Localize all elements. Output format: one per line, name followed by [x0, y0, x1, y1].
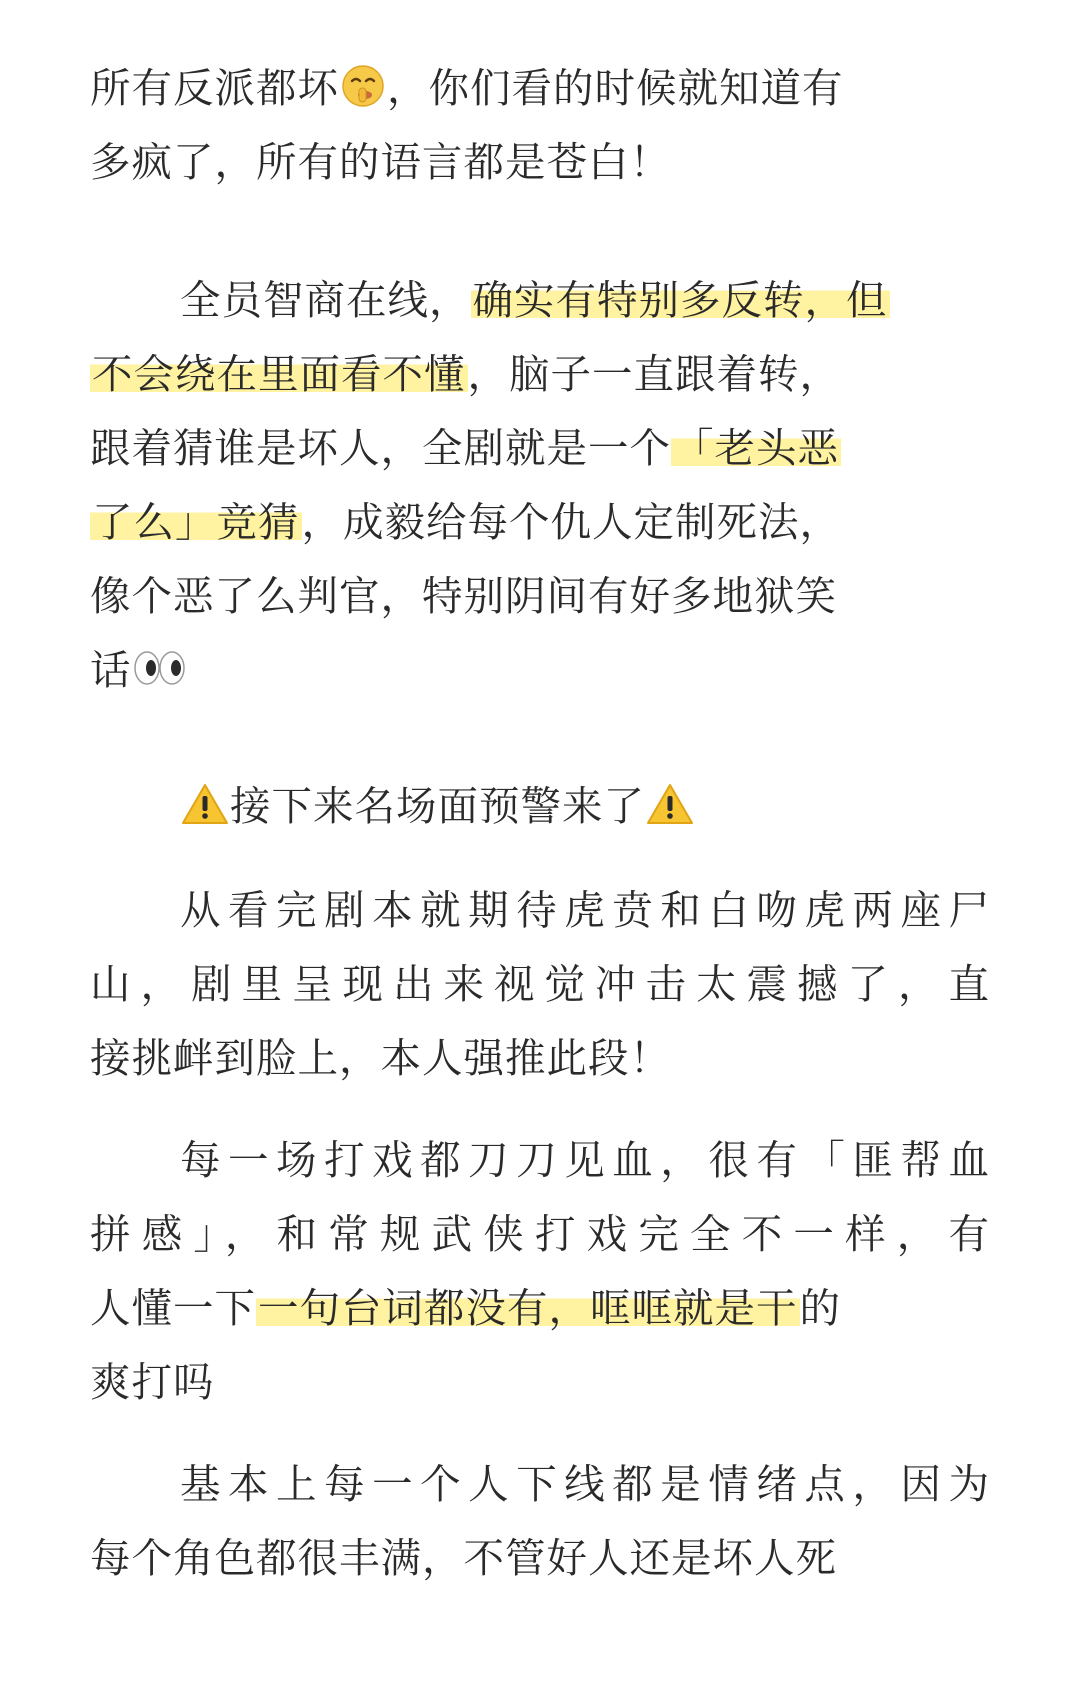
eyes-emoji-icon	[132, 636, 188, 676]
warning-icon	[180, 774, 230, 818]
paragraph-1-line-1	[90, 50, 990, 126]
text: 基本上每一个人下线都是情绪点，因为	[180, 1460, 990, 1508]
text: 话	[90, 646, 132, 694]
text: 全员智商在线，	[180, 276, 471, 324]
text: 每个角色都很丰满，不管好人还是坏人死	[90, 1534, 837, 1582]
warning-icon	[645, 774, 695, 818]
text: 像个恶了么判官，特别阴间有好多地狱笑	[90, 572, 837, 620]
paragraph-1-line-2	[90, 124, 990, 200]
text: 拼感」，和常规武侠打戏完全不一样，有	[90, 1210, 990, 1258]
paragraph-2-line-2	[90, 336, 990, 412]
paragraph-2-line-5	[90, 558, 990, 634]
paragraph-5-line-1	[180, 1122, 990, 1198]
highlight: 不会绕在里面看不懂	[92, 350, 466, 398]
paragraph-5-line-4	[90, 1344, 990, 1420]
text: 从看完剧本就期待虎贲和白吻虎两座尸	[180, 886, 990, 934]
text: 人懂一下	[90, 1284, 256, 1332]
text: ，你们看的时候就知道有	[387, 64, 844, 112]
paragraph-3-line-1	[180, 768, 990, 844]
text: 的	[799, 1284, 841, 1332]
text: 每一场打戏都刀刀见血，很有「匪帮血	[180, 1136, 990, 1184]
paragraph-5-line-3	[90, 1270, 990, 1346]
shushing-face-emoji-icon	[341, 56, 385, 100]
paragraph-2-line-1	[180, 262, 990, 338]
text: 所有反派都坏	[90, 64, 339, 112]
text: ，成毅给每个仇人定制死法，	[301, 498, 841, 546]
paragraph-4-line-2	[90, 946, 990, 1022]
text: 山，剧里呈现出来视觉冲击太震撼了，直	[90, 960, 990, 1008]
highlight: 了么」竞猜	[92, 498, 300, 546]
paragraph-2-line-6	[90, 632, 990, 708]
highlight: 确实有特别多反转，但	[472, 276, 888, 324]
paragraph-2-line-3	[90, 410, 990, 486]
highlight: 「老头恶	[673, 424, 839, 472]
text: ，脑子一直跟着转，	[467, 350, 841, 398]
text: 接挑衅到脸上，本人强推此段！	[90, 1034, 671, 1082]
highlight: 一句台词都没有，哐哐就是干	[258, 1284, 798, 1332]
paragraph-2-line-4	[90, 484, 990, 560]
text: 跟着猜谁是坏人，全剧就是一个	[90, 424, 671, 472]
paragraph-6-line-1	[180, 1446, 990, 1522]
paragraph-4-line-3	[90, 1020, 990, 1096]
paragraph-4-line-1	[180, 872, 990, 948]
paragraph-5-line-2	[90, 1196, 990, 1272]
paragraph-6-line-2	[90, 1520, 990, 1596]
text: 多疯了，所有的语言都是苍白！	[90, 138, 671, 186]
text: 接下来名场面预警来了	[230, 782, 645, 830]
text: 爽打吗	[90, 1358, 215, 1406]
